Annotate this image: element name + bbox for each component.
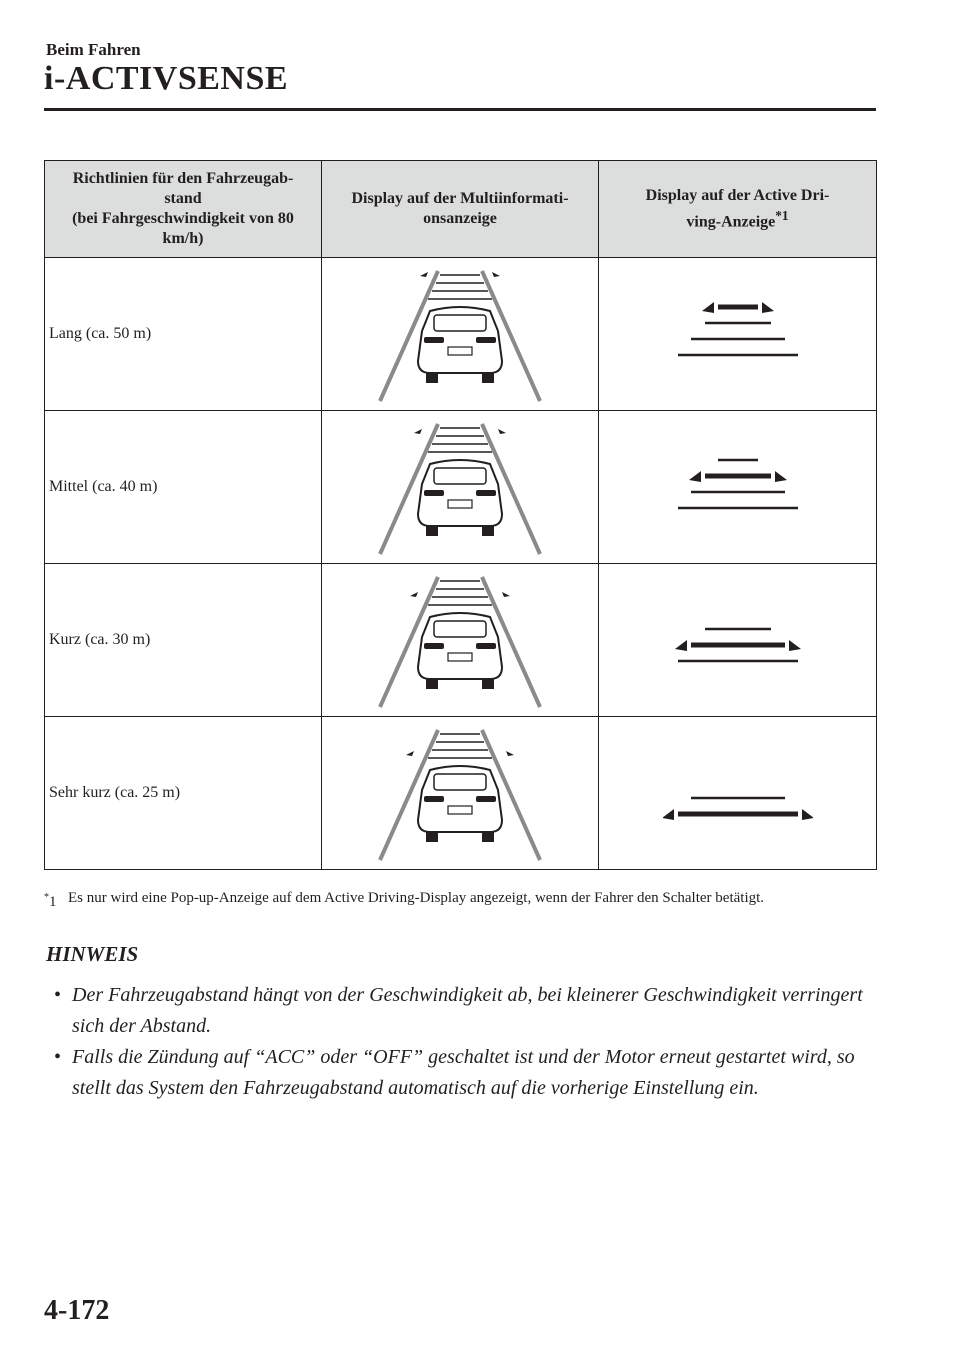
multi-info-display-cell (322, 411, 599, 564)
table-row (45, 564, 877, 717)
car-distance-display-icon (350, 567, 570, 713)
footnote-mark: *1 (44, 892, 57, 910)
footnote-ref: *1 (775, 207, 789, 223)
section-label: Beim Fahren (46, 40, 141, 59)
table-header-row (45, 161, 877, 258)
distance-label: Lang (ca. 50 m) (45, 258, 322, 411)
distance-label: Kurz (ca. 30 m) (45, 564, 322, 717)
distance-table (44, 160, 877, 870)
active-driving-display-icon (663, 442, 813, 532)
active-driving-display-cell (599, 258, 877, 411)
footnote (44, 888, 876, 908)
bullet-icon: • (54, 1046, 62, 1068)
page-title: i-ACTIVSENSE (44, 60, 289, 97)
active-driving-display-cell (599, 564, 877, 717)
multi-info-display-cell (322, 258, 599, 411)
bullet-icon: • (54, 984, 62, 1006)
table-row (45, 717, 877, 870)
car-distance-display-icon (350, 414, 570, 560)
header-multi-info-display: Display auf der Multiinformati- onsanzeige (322, 161, 599, 258)
multi-info-display-cell (322, 564, 599, 717)
distance-label: Sehr kurz (ca. 25 m) (45, 717, 322, 870)
active-driving-display-cell (599, 717, 877, 870)
note-item: • Falls die Zündung auf “ACC” oder “OFF” geschaltet ist und der Motor erneut gestartet wird, so stellt das System den Fahrzeugabstand automatisch auf die vorherige Einstellung ein. (52, 1042, 882, 1104)
active-driving-display-cell (599, 411, 877, 564)
active-driving-display-icon (663, 595, 813, 685)
title-rule (44, 108, 876, 111)
header-distance-guideline: Richtlinien für den Fahrzeugab- stand (bei Fahrgeschwindigkeit von 80 km/h) (45, 161, 322, 258)
table-row (45, 258, 877, 411)
header-active-driving-display: Display auf der Active Dri- ving-Anzeige$^{*1}$ (599, 161, 877, 258)
distance-label: Mittel (ca. 40 m) (45, 411, 322, 564)
note-list (52, 980, 882, 1104)
table-row (45, 411, 877, 564)
multi-info-display-cell (322, 717, 599, 870)
active-driving-display-icon (663, 289, 813, 379)
note-heading: HINWEIS (46, 942, 139, 966)
car-distance-display-icon (350, 261, 570, 407)
footnote-text: Es nur wird eine Pop-up-Anzeige auf dem Active Driving-Display angezeigt, wenn der Fahrer den Schalter betätigt. (68, 890, 765, 906)
car-distance-display-icon (350, 720, 570, 866)
note-item: • Der Fahrzeugabstand hängt von der Geschwindigkeit ab, bei kleinerer Geschwindigkeit verringert sich der Abstand. (52, 980, 882, 1042)
page-number: 4-172 (44, 1295, 110, 1326)
active-driving-display-icon (663, 748, 813, 838)
